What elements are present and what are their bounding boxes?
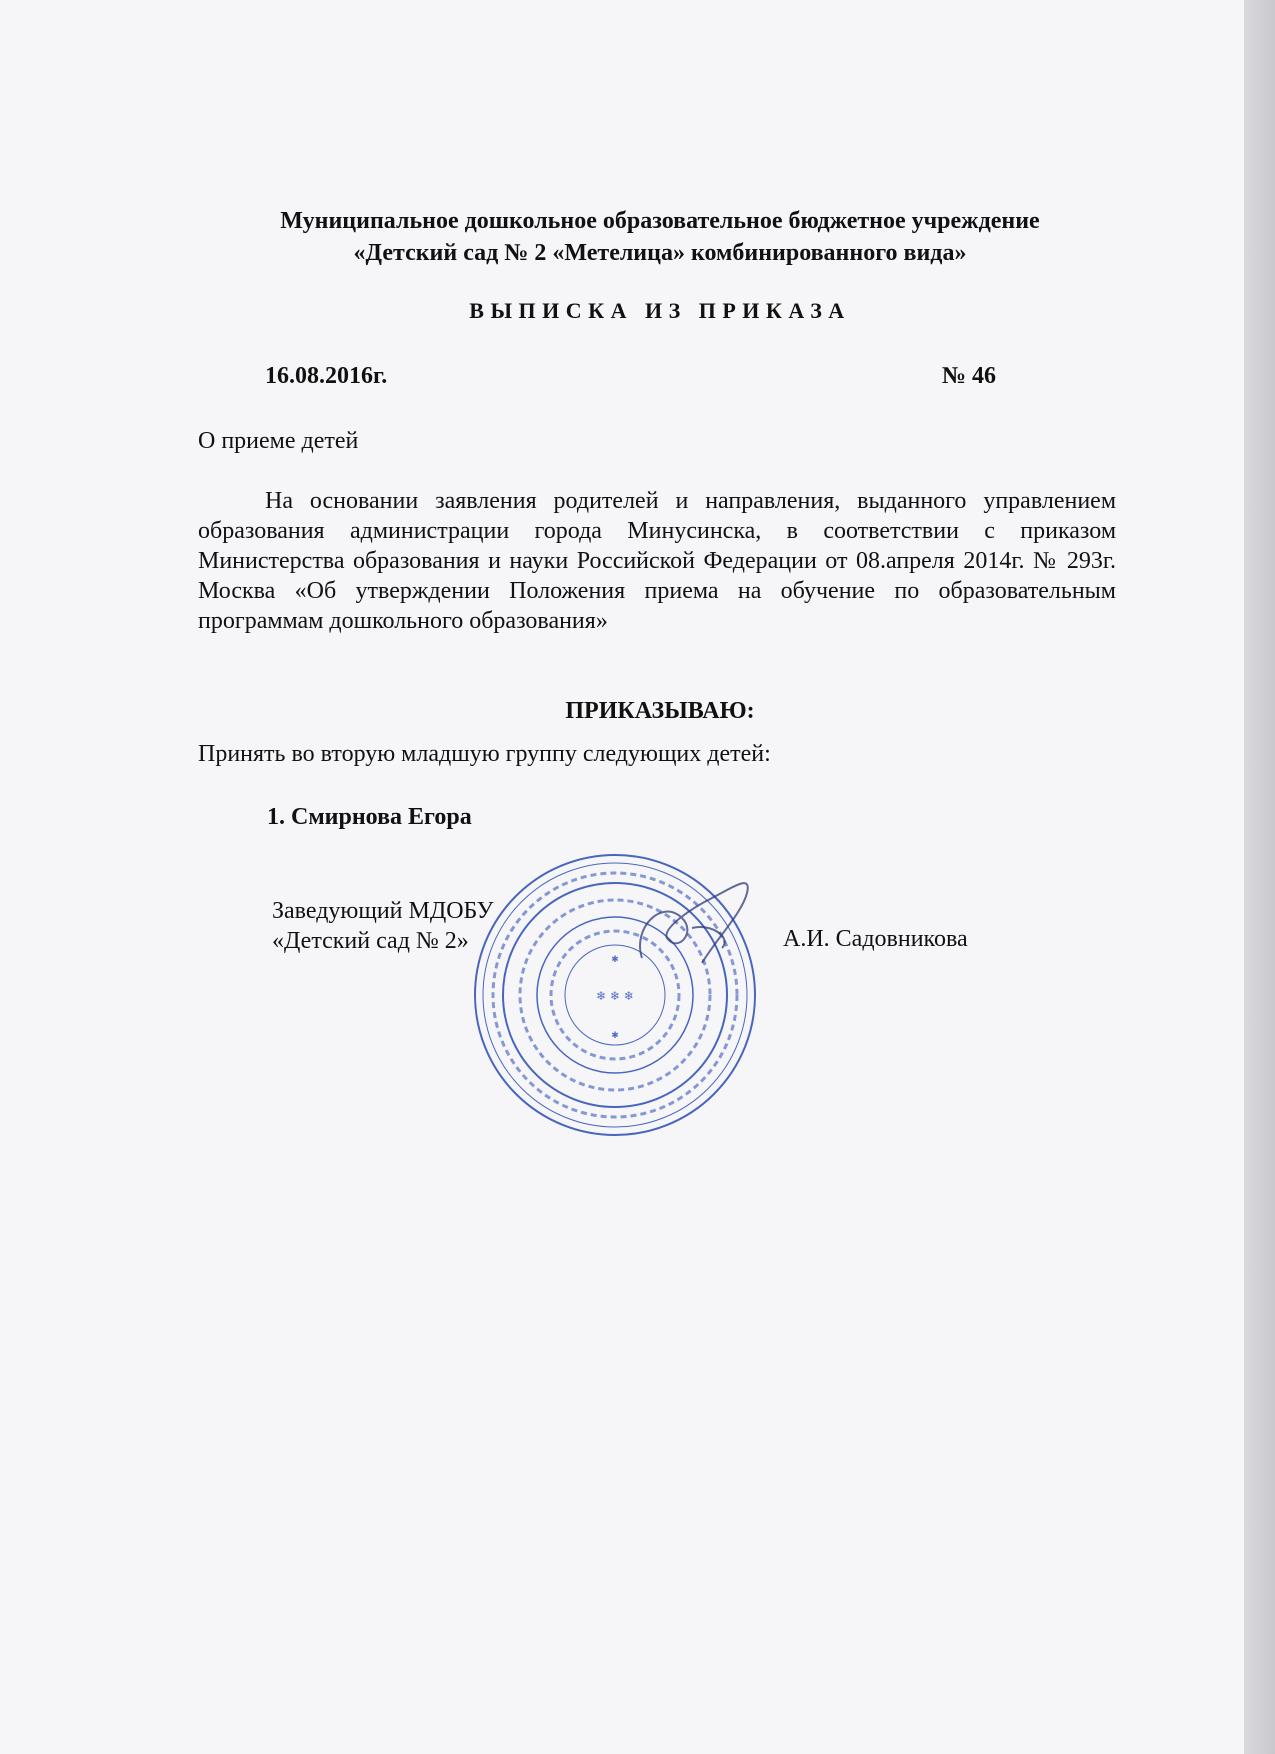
document-title: ВЫПИСКА ИЗ ПРИКАЗА bbox=[469, 298, 851, 323]
order-subject: О приеме детей bbox=[198, 428, 359, 454]
handwritten-signature bbox=[622, 868, 772, 978]
page-edge bbox=[1244, 0, 1275, 1754]
position-line-2: «Детский сад № 2» bbox=[272, 928, 469, 954]
header-line-2: «Детский сад № 2 «Метелица» комбинированного вида» bbox=[353, 240, 967, 266]
order-date: 16.08.2016г. bbox=[265, 363, 388, 389]
signatory-position bbox=[272, 896, 493, 956]
svg-text:✱: ✱ bbox=[611, 1031, 619, 1041]
header-line-1: Муниципальное дошкольное образовательное бюджетное учреждение bbox=[280, 208, 1040, 234]
accept-text: Принять во вторую младшую группу следующих детей: bbox=[198, 741, 771, 767]
order-heading: ПРИКАЗЫВАЮ: bbox=[565, 698, 755, 724]
signatory-name: А.И. Садовникова bbox=[783, 926, 968, 952]
order-body: На основании заявления родителей и направления, выданного управлением образования администрации города Минусинска, в соответствии с приказом Министерства образования и науки Российской Федерации от 08.апреля 2014г. № 293г. Москва «Об утверждении Положения приема на обучение по образовательным программам дошкольного образования» bbox=[198, 488, 1116, 634]
institution-header bbox=[120, 205, 1200, 269]
child-list-item: 1. Смирнова Егора bbox=[267, 804, 472, 830]
order-number: № 46 bbox=[941, 363, 996, 389]
svg-text:❄ ❄ ❄: ❄ ❄ ❄ bbox=[596, 989, 634, 1003]
position-line-1: Заведующий МДОБУ bbox=[272, 898, 494, 924]
svg-text:✱: ✱ bbox=[611, 955, 619, 965]
